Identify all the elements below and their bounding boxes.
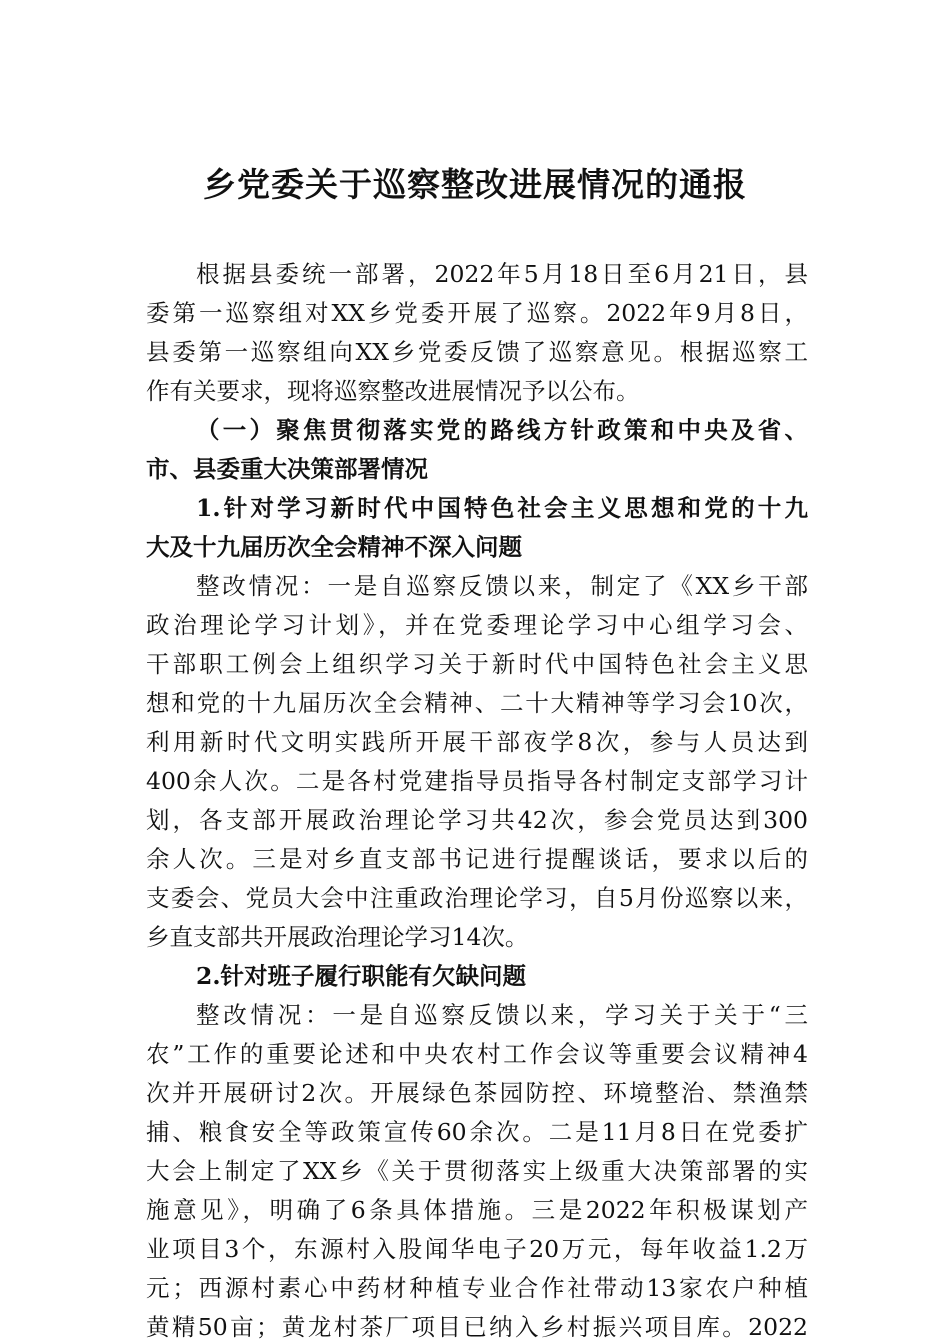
- intro-line: 作有关要求，现将巡察整改进展情况予以公布。: [146, 377, 640, 405]
- intro-line: 县委第一巡察组向XX乡党委反馈了巡察意见。根据巡察工: [146, 338, 808, 366]
- item-body-line: 次并开展研讨2次。开展绿色茶园防控、环境整治、禁渔禁: [146, 1079, 808, 1107]
- item-body-line: 整改情况：一是自巡察反馈以来，学习关于关于“三: [196, 1001, 808, 1029]
- item-body-line: 干部职工例会上组织学习关于新时代中国特色社会主义思: [146, 650, 808, 678]
- item-body-line: 元；西源村素心中药材种植专业合作社带动13家农户种植: [146, 1274, 808, 1302]
- item-body-line: 农”工作的重要论述和中央农村工作会议等重要会议精神4: [146, 1040, 808, 1068]
- item-body-line: 利用新时代文明实践所开展干部夜学8次，参与人员达到: [146, 728, 808, 756]
- document-title: 乡党委关于巡察整改进展情况的通报: [203, 165, 747, 204]
- item-body-line: 捕、粮食安全等政策宣传60余次。二是11月8日在党委扩: [146, 1118, 808, 1146]
- item-body-line: 政治理论学习计划》，并在党委理论学习中心组学习会、: [146, 611, 808, 639]
- intro-line: 委第一巡察组对XX乡党委开展了巡察。2022年9月8日，: [146, 299, 808, 327]
- item-body-line: 想和党的十九届历次全会精神、二十大精神等学习会10次，: [146, 689, 808, 717]
- item-heading: 大及十九届历次全会精神不深入问题: [146, 533, 522, 561]
- item-heading: 1.针对学习新时代中国特色社会主义思想和党的十九: [196, 494, 808, 522]
- item-body-line: 支委会、党员大会中注重政治理论学习，自5月份巡察以来，: [146, 884, 808, 912]
- item-body-line: 业项目3个，东源村入股闻华电子20万元，每年收益1.2万: [146, 1235, 808, 1263]
- section-heading: 市、县委重大决策部署情况: [146, 455, 428, 483]
- item-body-line: 整改情况：一是自巡察反馈以来，制定了《XX乡干部: [196, 572, 808, 600]
- item-heading: 2.针对班子履行职能有欠缺问题: [196, 962, 527, 990]
- section-heading: （一）聚焦贯彻落实党的路线方针政策和中央及省、: [196, 416, 808, 444]
- item-body-line: 大会上制定了XX乡《关于贯彻落实上级重大决策部署的实: [146, 1157, 808, 1185]
- item-body-line: 乡直支部共开展政治理论学习14次。: [146, 923, 529, 951]
- item-body-line: 划，各支部开展政治理论学习共42次，参会党员达到300: [146, 806, 808, 834]
- item-body-line: 施意见》，明确了6条具体措施。三是2022年积极谋划产: [146, 1196, 808, 1224]
- intro-line: 根据县委统一部署，2022年5月18日至6月21日，县: [196, 260, 808, 288]
- item-body-line: 400余人次。二是各村党建指导员指导各村制定支部学习计: [146, 767, 808, 795]
- item-body-line: 余人次。三是对乡直支部书记进行提醒谈话，要求以后的: [146, 845, 808, 873]
- item-body-line: 黄精50亩；黄龙村茶厂项目已纳入乡村振兴项目库。2022: [146, 1313, 808, 1341]
